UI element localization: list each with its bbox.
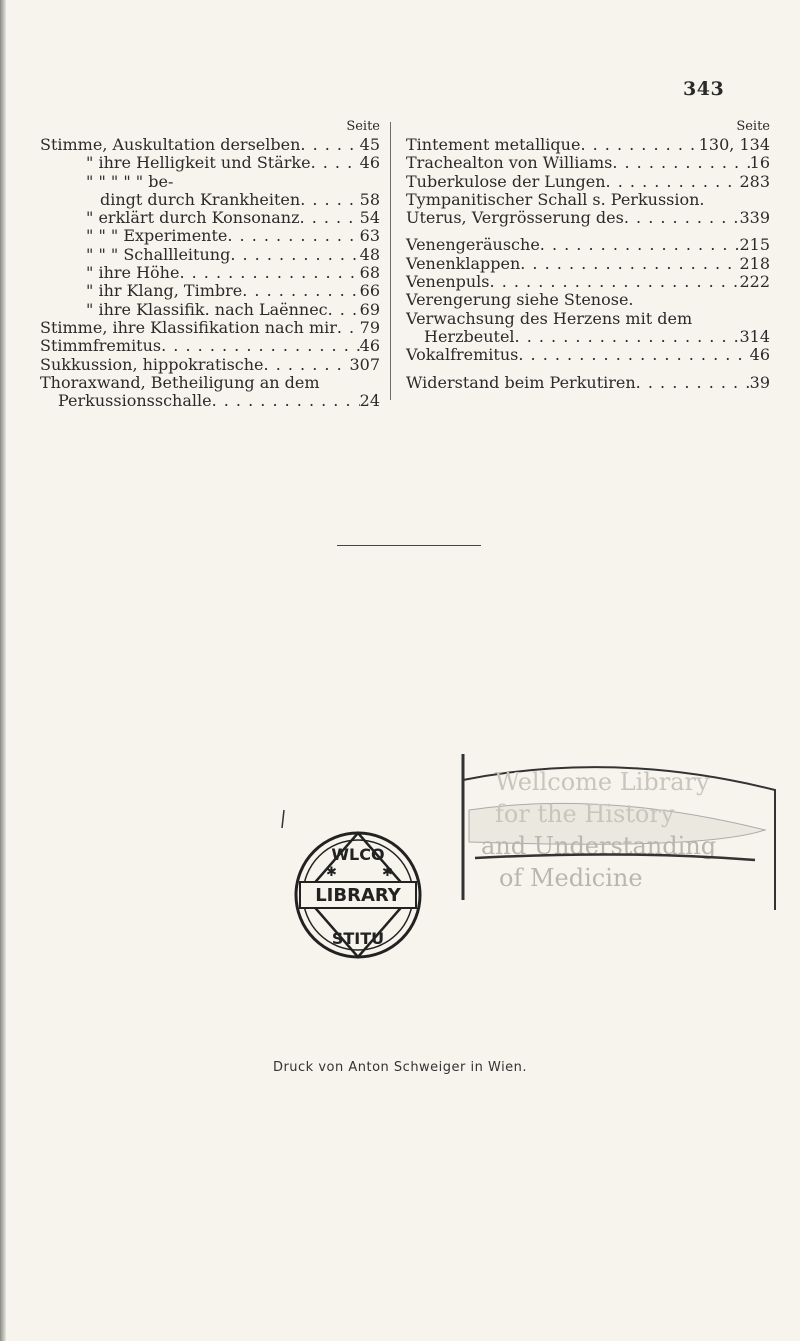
leader-dots	[212, 392, 360, 410]
entry-text: Thoraxwand, Betheiligung an dem	[40, 372, 320, 392]
entry-text: Herzbeutel	[424, 326, 515, 346]
entry-text: " ihre Klassifik. nach Laënnec	[86, 299, 328, 319]
entry-text: Widerstand beim Perkutiren	[406, 372, 636, 392]
index-entry	[40, 356, 380, 374]
stamp-star-icon: ✱	[326, 865, 337, 880]
entry-page: 222	[739, 272, 770, 292]
index-entry	[406, 209, 770, 227]
stamp-bottom-text: STITU	[331, 929, 385, 948]
entry-page: 218	[739, 253, 770, 273]
index-entry	[406, 273, 770, 291]
entry-page: 24	[359, 391, 380, 411]
leader-dots	[300, 136, 359, 154]
stamp-line-1: Wellcome Library	[495, 768, 710, 796]
index-entry	[406, 291, 770, 309]
entry-text: Sukkussion, hippokratische	[40, 354, 264, 374]
entry-page: 215	[739, 235, 770, 255]
index-entry	[40, 374, 380, 392]
leader-dots	[300, 191, 359, 209]
entry-page: 66	[359, 281, 380, 301]
entry-text: " " " Schallleitung	[86, 244, 231, 264]
leader-dots	[606, 173, 740, 191]
entry-text: Vokalfremitus	[406, 345, 519, 365]
entry-page: 339	[739, 208, 770, 228]
index-entry	[406, 136, 770, 154]
entry-page: 48	[359, 244, 380, 264]
leader-dots	[328, 301, 360, 319]
entry-page: 314	[739, 326, 770, 346]
entry-page: 46	[749, 345, 770, 365]
leader-dots	[230, 246, 359, 264]
entry-page: 46	[359, 153, 380, 173]
page-number: 343	[683, 78, 725, 100]
entry-text: " ihre Höhe	[86, 263, 180, 283]
leader-dots	[227, 227, 359, 245]
entry-text: Tuberkulose der Lungen	[406, 171, 606, 191]
entry-text: " " " " " be-	[86, 171, 174, 191]
index-entry	[40, 337, 380, 355]
entry-text: " erklärt durch Konsonanz	[86, 208, 300, 228]
library-stamp	[278, 800, 438, 980]
index-entry	[40, 282, 380, 300]
entry-page: 283	[739, 171, 770, 191]
leader-dots	[320, 374, 380, 392]
leader-dots	[540, 236, 740, 254]
leader-dots	[161, 337, 360, 355]
leader-dots	[612, 154, 749, 172]
entry-page: 307	[349, 354, 380, 374]
entry-page: 16	[749, 153, 770, 173]
leader-dots	[580, 136, 698, 154]
leader-dots	[242, 282, 359, 300]
entry-text: Uterus, Vergrösserung des	[406, 208, 624, 228]
leader-dots	[179, 264, 359, 282]
entry-page: 79	[359, 317, 380, 337]
seite-label-left: Seite	[346, 119, 380, 134]
leader-dots	[692, 310, 770, 328]
column-divider	[390, 122, 391, 400]
entry-text: " ihr Klang, Timbre	[86, 281, 243, 301]
index-entry	[40, 301, 380, 319]
leader-dots	[634, 291, 771, 309]
entry-text: dingt durch Krankheiten	[100, 189, 301, 209]
entry-page: 130, 134	[698, 135, 770, 154]
entry-text: Stimme, Auskultation derselben	[40, 135, 301, 154]
entry-text: Venenklappen	[406, 253, 521, 273]
entry-page: 58	[359, 189, 380, 209]
page-edge-shadow	[0, 0, 6, 1341]
leader-dots	[636, 374, 750, 392]
index-entry	[40, 136, 380, 154]
stamp-line-3: and Understanding	[481, 832, 717, 860]
seite-label-right: Seite	[736, 119, 770, 134]
entry-page: 63	[359, 226, 380, 246]
index-entry	[40, 246, 380, 264]
index-entry	[406, 236, 770, 254]
index-entry	[406, 255, 770, 273]
entry-text: Tintement metallique	[406, 135, 581, 154]
leader-dots	[624, 209, 740, 227]
entry-text: Venengeräusche	[406, 235, 540, 255]
printer-imprint: Druck von Anton Schweiger in Wien.	[272, 1060, 528, 1075]
stamp-star-icon: ✱	[382, 865, 393, 880]
entry-text: Verwachsung des Herzens mit dem	[406, 308, 693, 328]
entry-text: Stimme, ihre Klassifikation nach mir	[40, 317, 337, 337]
wellcome-stamp	[455, 750, 785, 910]
index-entries-right	[406, 136, 770, 392]
index-entry	[40, 319, 380, 337]
leader-dots	[337, 319, 360, 337]
entry-text: " " " Experimente	[86, 226, 228, 246]
end-rule	[337, 545, 481, 546]
entry-page: 46	[359, 336, 380, 356]
stamp-library-text: LIBRARY	[315, 885, 401, 906]
stamp-line-4: of Medicine	[499, 864, 643, 892]
index-entry	[40, 392, 380, 410]
index-entry	[40, 173, 380, 191]
entry-text: Verengerung siehe Stenose.	[406, 290, 634, 310]
leader-dots	[311, 154, 360, 172]
leader-dots	[173, 173, 380, 191]
entry-text: Trachealton von Williams	[406, 153, 613, 173]
index-entry	[40, 154, 380, 172]
entry-text: Stimmfremitus	[40, 336, 162, 356]
leader-dots	[520, 255, 739, 273]
index-entry	[406, 310, 770, 328]
leader-dots	[490, 273, 740, 291]
index-entry	[40, 191, 380, 209]
index-column-left	[40, 118, 380, 410]
index-entry	[406, 173, 770, 191]
index-entry	[40, 264, 380, 282]
entry-text: Venenpuls	[406, 272, 490, 292]
index-entry	[406, 191, 770, 209]
entry-page: 54	[359, 208, 380, 228]
stamp-line-2: for the History	[495, 800, 675, 828]
index-entry	[406, 346, 770, 364]
index-entries-left	[40, 136, 380, 410]
index-entry	[40, 227, 380, 245]
index-entry	[406, 374, 770, 392]
stamp-top-text: WLCO	[331, 845, 385, 864]
entry-page: 39	[749, 372, 770, 392]
leader-dots	[515, 328, 740, 346]
leader-dots	[300, 209, 360, 227]
leader-dots	[518, 346, 749, 364]
entry-text: " ihre Helligkeit und Stärke	[86, 153, 311, 173]
leader-dots	[705, 191, 770, 209]
entry-page: 68	[359, 263, 380, 283]
index-entry	[406, 328, 770, 346]
leader-dots	[264, 356, 350, 374]
entry-page: 69	[359, 299, 380, 319]
entry-text: Perkussionsschalle	[58, 391, 212, 411]
entry-page: 45	[359, 135, 380, 154]
index-column-right	[406, 118, 770, 392]
index-entry	[406, 154, 770, 172]
entry-text: Tympanitischer Schall s. Perkussion.	[406, 189, 705, 209]
index-entry	[40, 209, 380, 227]
